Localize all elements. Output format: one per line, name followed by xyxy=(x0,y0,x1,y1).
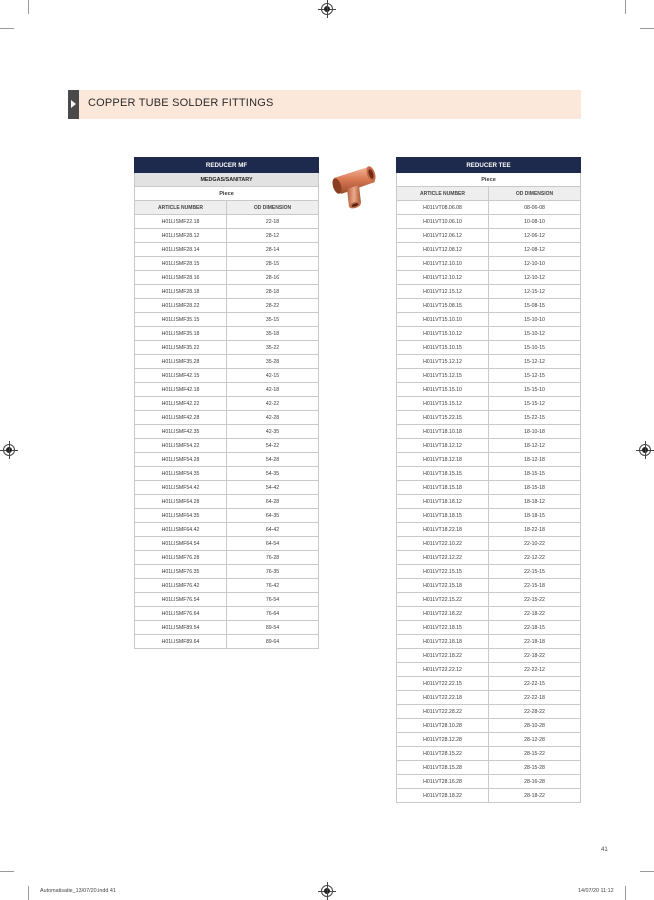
od-dimension-cell: 15-15-12 xyxy=(489,397,581,411)
od-dimension-cell: 15-10-10 xyxy=(489,313,581,327)
od-dimension-cell: 15-10-15 xyxy=(489,341,581,355)
article-number-cell: H01LVT22.22.18 xyxy=(397,691,489,705)
article-number-cell: H01LVT28.10.28 xyxy=(397,719,489,733)
table-row xyxy=(135,397,319,411)
article-number-cell: H01LISMF42.15 xyxy=(135,369,227,383)
article-number-cell: H01LISMF28.22 xyxy=(135,299,227,313)
reducer-tee-rows xyxy=(397,201,581,803)
od-dimension-cell: 22-22-18 xyxy=(489,691,581,705)
od-dimension-cell: 18-22-18 xyxy=(489,523,581,537)
article-number-cell: H01LVT12.10.10 xyxy=(397,257,489,271)
table-row xyxy=(135,313,319,327)
table-row xyxy=(397,621,581,635)
od-dimension-cell: 42-22 xyxy=(227,397,319,411)
table-row xyxy=(397,411,581,425)
od-dimension-cell: 28-16-28 xyxy=(489,775,581,789)
article-number-cell: H01LVT18.18.15 xyxy=(397,509,489,523)
table-row xyxy=(135,453,319,467)
table-row xyxy=(135,495,319,509)
od-dimension-cell: 76-35 xyxy=(227,565,319,579)
slug-timestamp: 14/07/20 11:12 xyxy=(578,888,614,894)
article-number-cell: H01LISMF35.28 xyxy=(135,355,227,369)
article-number-cell: H01LVT18.10.18 xyxy=(397,425,489,439)
od-dimension-cell: 15-10-12 xyxy=(489,327,581,341)
od-dimension-cell: 28-14 xyxy=(227,243,319,257)
od-dimension-cell: 15-12-15 xyxy=(489,369,581,383)
table-row xyxy=(397,607,581,621)
od-dimension-cell: 12-06-12 xyxy=(489,229,581,243)
article-number-cell: H01LVT15.15.10 xyxy=(397,383,489,397)
od-dimension-cell: 22-18-22 xyxy=(489,649,581,663)
article-number-cell: H01LVT15.08.15 xyxy=(397,299,489,313)
reducer-tee-fitting-image xyxy=(330,163,378,213)
reducer-mf-col-dimension: OD DIMENSION xyxy=(227,201,319,215)
od-dimension-cell: 42-18 xyxy=(227,383,319,397)
reducer-tee-col-article: ARTICLE NUMBER xyxy=(397,187,489,201)
reducer-mf-table xyxy=(134,157,319,649)
table-row xyxy=(397,635,581,649)
table-row xyxy=(135,271,319,285)
article-number-cell: H01LVT18.12.12 xyxy=(397,439,489,453)
od-dimension-cell: 28-22 xyxy=(227,299,319,313)
article-number-cell: H01LISMF28.12 xyxy=(135,229,227,243)
registration-mark-left xyxy=(3,444,15,456)
table-row xyxy=(135,411,319,425)
article-number-cell: H01LVT15.12.15 xyxy=(397,369,489,383)
registration-mark-top xyxy=(321,3,333,15)
table-row xyxy=(397,523,581,537)
article-number-cell: H01LVT15.10.15 xyxy=(397,341,489,355)
table-row xyxy=(135,285,319,299)
od-dimension-cell: 12-15-12 xyxy=(489,285,581,299)
table-row xyxy=(397,649,581,663)
od-dimension-cell: 12-10-10 xyxy=(489,257,581,271)
od-dimension-cell: 28-15-22 xyxy=(489,747,581,761)
table-row xyxy=(135,523,319,537)
article-number-cell: H01LISMF54.35 xyxy=(135,467,227,481)
article-number-cell: H01LVT18.22.18 xyxy=(397,523,489,537)
article-number-cell: H01LISMF42.28 xyxy=(135,411,227,425)
od-dimension-cell: 15-15-10 xyxy=(489,383,581,397)
article-number-cell: H01LVT28.15.28 xyxy=(397,761,489,775)
od-dimension-cell: 28-15 xyxy=(227,257,319,271)
od-dimension-cell: 35-15 xyxy=(227,313,319,327)
registration-mark-bottom xyxy=(321,885,333,897)
article-number-cell: H01LISMF76.28 xyxy=(135,551,227,565)
table-row xyxy=(397,341,581,355)
od-dimension-cell: 22-15-18 xyxy=(489,579,581,593)
article-number-cell: H01LVT22.28.22 xyxy=(397,705,489,719)
table-row xyxy=(397,705,581,719)
table-row xyxy=(135,355,319,369)
od-dimension-cell: 12-08-12 xyxy=(489,243,581,257)
article-number-cell: H01LVT12.06.12 xyxy=(397,229,489,243)
od-dimension-cell: 28-18 xyxy=(227,285,319,299)
od-dimension-cell: 64-54 xyxy=(227,537,319,551)
od-dimension-cell: 54-35 xyxy=(227,467,319,481)
table-row xyxy=(135,257,319,271)
article-number-cell: H01LVT12.15.12 xyxy=(397,285,489,299)
article-number-cell: H01LISMF35.15 xyxy=(135,313,227,327)
od-dimension-cell: 28-15-28 xyxy=(489,761,581,775)
article-number-cell: H01LVT18.15.15 xyxy=(397,467,489,481)
table-row xyxy=(135,579,319,593)
article-number-cell: H01LVT22.10.22 xyxy=(397,537,489,551)
od-dimension-cell: 42-35 xyxy=(227,425,319,439)
table-row xyxy=(397,425,581,439)
table-row xyxy=(397,201,581,215)
article-number-cell: H01LISMF22.18 xyxy=(135,215,227,229)
table-row xyxy=(397,327,581,341)
article-number-cell: H01LISMF76.35 xyxy=(135,565,227,579)
article-number-cell: H01LISMF42.35 xyxy=(135,425,227,439)
article-number-cell: H01LVT15.15.12 xyxy=(397,397,489,411)
table-row xyxy=(397,481,581,495)
article-number-cell: H01LISMF28.14 xyxy=(135,243,227,257)
table-row xyxy=(397,383,581,397)
table-row xyxy=(397,537,581,551)
od-dimension-cell: 08-06-08 xyxy=(489,201,581,215)
table-row xyxy=(397,257,581,271)
table-row xyxy=(397,299,581,313)
table-row xyxy=(135,537,319,551)
od-dimension-cell: 15-08-15 xyxy=(489,299,581,313)
od-dimension-cell: 22-15-22 xyxy=(489,593,581,607)
crop-mark xyxy=(625,886,626,900)
article-number-cell: H01LISMF54.42 xyxy=(135,481,227,495)
crop-mark xyxy=(28,886,29,900)
od-dimension-cell: 42-28 xyxy=(227,411,319,425)
article-number-cell: H01LVT28.18.22 xyxy=(397,789,489,803)
article-number-cell: H01LVT22.12.22 xyxy=(397,551,489,565)
crop-mark xyxy=(640,871,654,872)
table-row xyxy=(397,593,581,607)
table-row xyxy=(397,677,581,691)
table-row xyxy=(397,355,581,369)
table-row xyxy=(397,509,581,523)
crop-mark xyxy=(28,0,29,14)
article-number-cell: H01LVT15.10.10 xyxy=(397,313,489,327)
od-dimension-cell: 35-18 xyxy=(227,327,319,341)
table-row xyxy=(397,565,581,579)
od-dimension-cell: 22-15-15 xyxy=(489,565,581,579)
article-number-cell: H01LISMF89.54 xyxy=(135,621,227,635)
crop-mark xyxy=(0,871,14,872)
od-dimension-cell: 22-22-12 xyxy=(489,663,581,677)
article-number-cell: H01LISMF28.18 xyxy=(135,285,227,299)
od-dimension-cell: 76-42 xyxy=(227,579,319,593)
article-number-cell: H01LISMF64.42 xyxy=(135,523,227,537)
od-dimension-cell: 18-18-12 xyxy=(489,495,581,509)
table-row xyxy=(135,229,319,243)
table-row xyxy=(397,691,581,705)
crop-mark xyxy=(640,28,654,29)
od-dimension-cell: 54-42 xyxy=(227,481,319,495)
table-row xyxy=(135,243,319,257)
table-row xyxy=(397,285,581,299)
article-number-cell: H01LVT15.12.12 xyxy=(397,355,489,369)
od-dimension-cell: 42-15 xyxy=(227,369,319,383)
od-dimension-cell: 28-12-28 xyxy=(489,733,581,747)
table-row xyxy=(135,341,319,355)
table-row xyxy=(135,607,319,621)
od-dimension-cell: 22-18-18 xyxy=(489,635,581,649)
table-row xyxy=(397,369,581,383)
table-row xyxy=(135,369,319,383)
table-row xyxy=(135,425,319,439)
table-row xyxy=(397,719,581,733)
table-row xyxy=(397,229,581,243)
od-dimension-cell: 89-64 xyxy=(227,635,319,649)
slug-file-info: Automatisatie_13/07/20.indd 41 xyxy=(40,888,116,894)
article-number-cell: H01LVT22.22.15 xyxy=(397,677,489,691)
table-row xyxy=(397,271,581,285)
table-row xyxy=(397,397,581,411)
registration-mark-right xyxy=(639,444,651,456)
od-dimension-cell: 28-16 xyxy=(227,271,319,285)
article-number-cell: H01LVT22.18.15 xyxy=(397,621,489,635)
reducer-tee-col-dimension: OD DIMENSION xyxy=(489,187,581,201)
od-dimension-cell: 22-28-22 xyxy=(489,705,581,719)
table-row xyxy=(135,565,319,579)
reducer-mf-unit: Piece xyxy=(135,187,319,201)
od-dimension-cell: 28-10-28 xyxy=(489,719,581,733)
article-number-cell: H01LVT15.22.15 xyxy=(397,411,489,425)
table-row xyxy=(397,467,581,481)
crop-mark xyxy=(625,0,626,14)
od-dimension-cell: 22-22-15 xyxy=(489,677,581,691)
article-number-cell: H01LVT28.12.28 xyxy=(397,733,489,747)
article-number-cell: H01LISMF54.22 xyxy=(135,439,227,453)
od-dimension-cell: 18-10-18 xyxy=(489,425,581,439)
table-row xyxy=(135,299,319,313)
od-dimension-cell: 22-18-22 xyxy=(489,607,581,621)
table-row xyxy=(135,551,319,565)
od-dimension-cell: 10-08-10 xyxy=(489,215,581,229)
od-dimension-cell: 22-12-22 xyxy=(489,551,581,565)
section-marker-icon xyxy=(68,90,79,119)
reducer-tee-table xyxy=(396,157,581,803)
od-dimension-cell: 15-12-12 xyxy=(489,355,581,369)
od-dimension-cell: 18-15-15 xyxy=(489,467,581,481)
table-row xyxy=(135,327,319,341)
page-number: 41 xyxy=(601,847,608,853)
table-row xyxy=(135,635,319,649)
article-number-cell: H01LVT08.06.08 xyxy=(397,201,489,215)
article-number-cell: H01LVT22.22.12 xyxy=(397,663,489,677)
table-row xyxy=(397,495,581,509)
article-number-cell: H01LVT18.15.18 xyxy=(397,481,489,495)
article-number-cell: H01LISMF42.22 xyxy=(135,397,227,411)
article-number-cell: H01LVT18.18.12 xyxy=(397,495,489,509)
article-number-cell: H01LISMF64.54 xyxy=(135,537,227,551)
reducer-tee-unit: Piece xyxy=(397,173,581,187)
article-number-cell: H01LVT18.12.18 xyxy=(397,453,489,467)
reducer-tee-title: REDUCER TEE xyxy=(397,158,581,173)
article-number-cell: H01LVT28.16.28 xyxy=(397,775,489,789)
article-number-cell: H01LVT22.18.22 xyxy=(397,649,489,663)
table-row xyxy=(397,747,581,761)
article-number-cell: H01LVT15.10.12 xyxy=(397,327,489,341)
article-number-cell: H01LVT10.06.10 xyxy=(397,215,489,229)
table-row xyxy=(397,663,581,677)
od-dimension-cell: 89-54 xyxy=(227,621,319,635)
table-row xyxy=(397,243,581,257)
od-dimension-cell: 64-28 xyxy=(227,495,319,509)
od-dimension-cell: 35-22 xyxy=(227,341,319,355)
reducer-mf-group: MEDGAS/SANITARY xyxy=(135,173,319,187)
article-number-cell: H01LISMF89.64 xyxy=(135,635,227,649)
table-row xyxy=(397,453,581,467)
table-row xyxy=(135,593,319,607)
table-row xyxy=(397,579,581,593)
od-dimension-cell: 35-28 xyxy=(227,355,319,369)
od-dimension-cell: 12-10-12 xyxy=(489,271,581,285)
article-number-cell: H01LVT22.15.22 xyxy=(397,593,489,607)
article-number-cell: H01LISMF76.42 xyxy=(135,579,227,593)
od-dimension-cell: 18-12-12 xyxy=(489,439,581,453)
table-row xyxy=(135,215,319,229)
table-row xyxy=(135,467,319,481)
article-number-cell: H01LISMF42.18 xyxy=(135,383,227,397)
od-dimension-cell: 76-28 xyxy=(227,551,319,565)
article-number-cell: H01LVT12.08.12 xyxy=(397,243,489,257)
od-dimension-cell: 64-35 xyxy=(227,509,319,523)
article-number-cell: H01LVT22.18.18 xyxy=(397,635,489,649)
article-number-cell: H01LVT28.15.22 xyxy=(397,747,489,761)
article-number-cell: H01LISMF76.64 xyxy=(135,607,227,621)
od-dimension-cell: 18-12-18 xyxy=(489,453,581,467)
od-dimension-cell: 54-22 xyxy=(227,439,319,453)
table-row xyxy=(397,439,581,453)
article-number-cell: H01LISMF64.35 xyxy=(135,509,227,523)
article-number-cell: H01LISMF28.16 xyxy=(135,271,227,285)
table-row xyxy=(397,551,581,565)
table-row xyxy=(135,439,319,453)
od-dimension-cell: 22-10-22 xyxy=(489,537,581,551)
table-row xyxy=(397,313,581,327)
od-dimension-cell: 18-15-18 xyxy=(489,481,581,495)
od-dimension-cell: 28-18-22 xyxy=(489,789,581,803)
reducer-mf-rows xyxy=(135,215,319,649)
reducer-mf-col-article: ARTICLE NUMBER xyxy=(135,201,227,215)
od-dimension-cell: 54-28 xyxy=(227,453,319,467)
article-number-cell: H01LVT22.15.18 xyxy=(397,579,489,593)
section-title: COPPER TUBE SOLDER FITTINGS xyxy=(88,97,274,109)
table-row xyxy=(397,215,581,229)
article-number-cell: H01LISMF35.18 xyxy=(135,327,227,341)
od-dimension-cell: 28-12 xyxy=(227,229,319,243)
table-row xyxy=(397,733,581,747)
table-row xyxy=(135,383,319,397)
od-dimension-cell: 76-64 xyxy=(227,607,319,621)
od-dimension-cell: 22-18-15 xyxy=(489,621,581,635)
article-number-cell: H01LISMF76.54 xyxy=(135,593,227,607)
article-number-cell: H01LISMF64.28 xyxy=(135,495,227,509)
od-dimension-cell: 22-18 xyxy=(227,215,319,229)
od-dimension-cell: 76-54 xyxy=(227,593,319,607)
od-dimension-cell: 15-22-15 xyxy=(489,411,581,425)
table-row xyxy=(397,761,581,775)
crop-mark xyxy=(0,28,14,29)
reducer-mf-title: REDUCER MF xyxy=(135,158,319,173)
article-number-cell: H01LVT12.10.12 xyxy=(397,271,489,285)
table-row xyxy=(135,481,319,495)
article-number-cell: H01LISMF35.22 xyxy=(135,341,227,355)
table-row xyxy=(135,509,319,523)
od-dimension-cell: 18-18-15 xyxy=(489,509,581,523)
article-number-cell: H01LISMF54.28 xyxy=(135,453,227,467)
table-row xyxy=(397,775,581,789)
article-number-cell: H01LVT22.18.22 xyxy=(397,607,489,621)
article-number-cell: H01LVT22.15.15 xyxy=(397,565,489,579)
table-row xyxy=(397,789,581,803)
table-row xyxy=(135,621,319,635)
od-dimension-cell: 64-42 xyxy=(227,523,319,537)
article-number-cell: H01LISMF28.15 xyxy=(135,257,227,271)
